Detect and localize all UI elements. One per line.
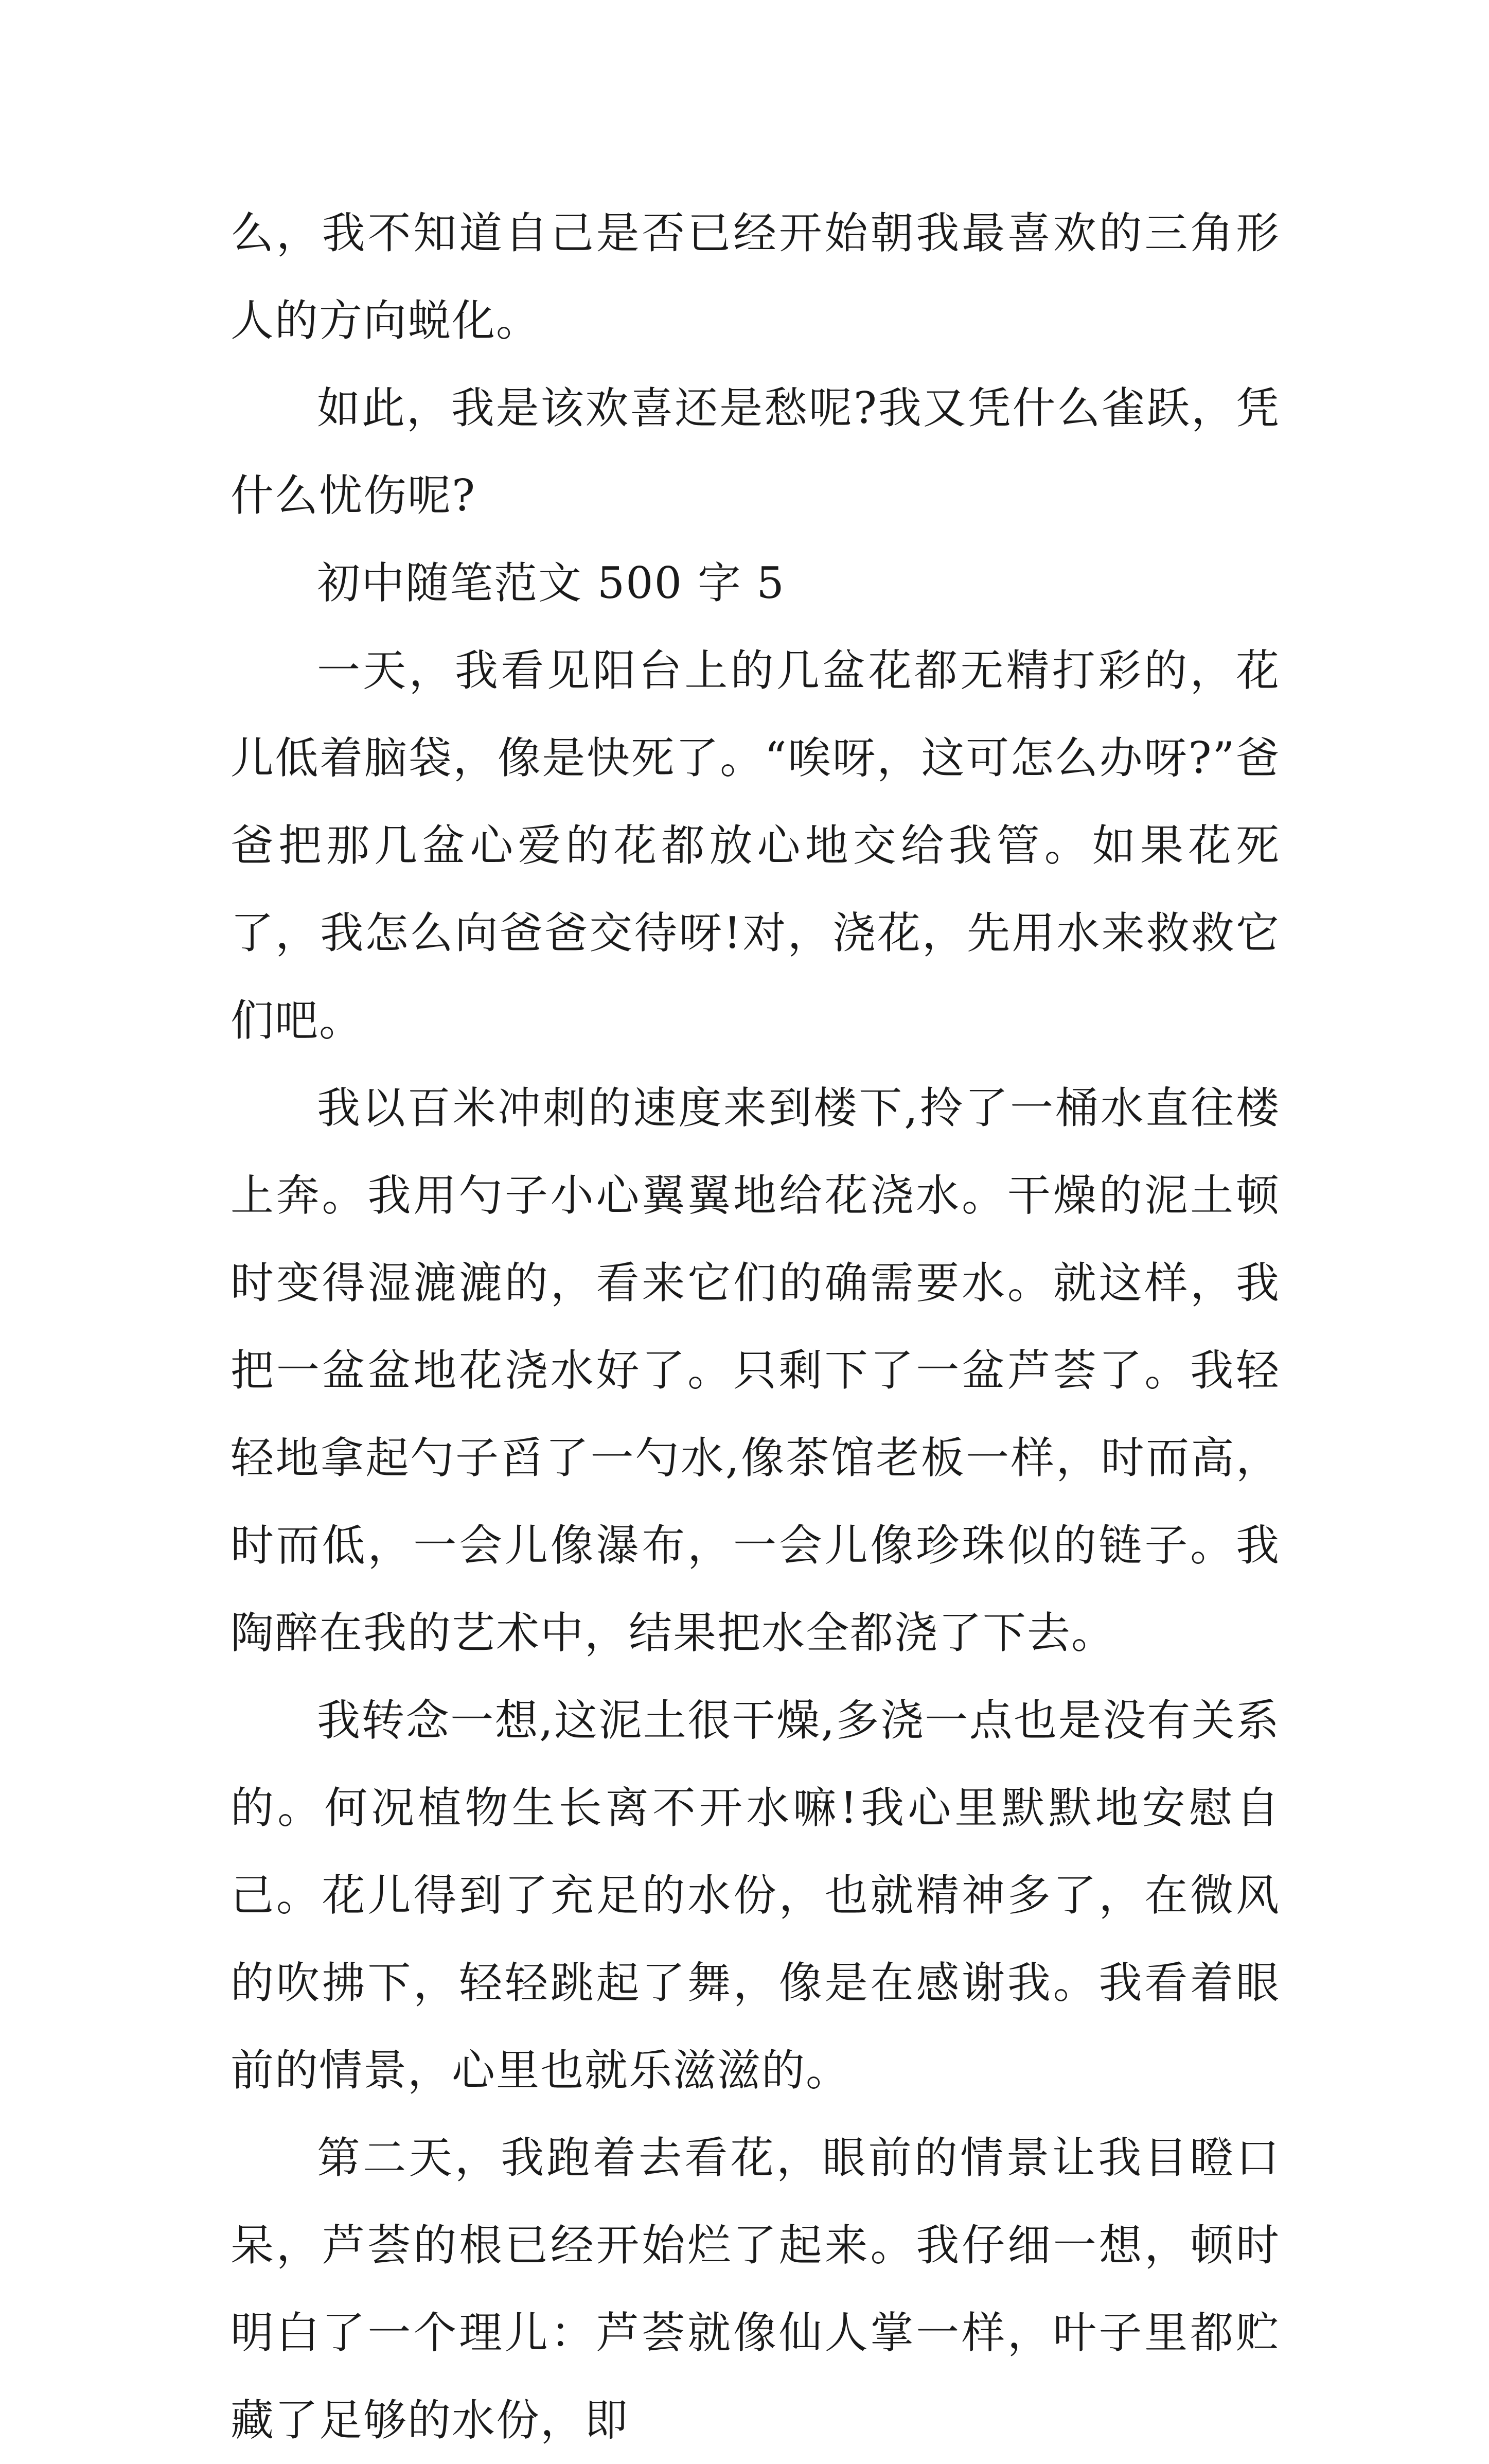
paragraph: 一天，我看见阳台上的几盆花都无精打彩的，花儿低着脑袋，像是快死了。“唉呀，这可怎么办呀?”爸爸把那几盆心爱的花都放心地交给我管。如果花死了，我怎么向爸爸交待呀!对，浇花，先用水来救救它们吧。 (231, 645, 1280, 1046)
paragraph-continuation: 么，我不知道自己是否已经开始朝我最喜欢的三角形人的方向蜕化。 (231, 208, 1280, 346)
section-heading: 初中随笔范文 500 字 5 (317, 558, 785, 608)
paragraph: 如此，我是该欢喜还是愁呢?我又凭什么雀跃，凭什么忧伤呢? (231, 383, 1280, 521)
paragraph: 我以百米冲刺的速度来到楼下,拎了一桶水直往楼上奔。我用勺子小心翼翼地给花浇水。干燥的泥土顿时变得湿漉漉的，看来它们的确需要水。就这样，我把一盆盆地花浇水好了。只剩下了一盆芦荟了。我轻轻地拿起勺子舀了一勺水,像茶馆老板一样，时而高，时而低，一会儿像瀑布，一会儿像珍珠似的链子。我陶醉在我的艺术中，结果把水全都浇了下去。 (231, 1083, 1280, 1658)
paragraph: 第二天，我跑着去看花，眼前的情景让我目瞪口呆，芦荟的根已经开始烂了起来。我仔细一想，顿时明白了一个理儿：芦荟就像仙人掌一样，叶子里都贮藏了足够的水份，即 (231, 2133, 1280, 2445)
body-text (231, 189, 1280, 2464)
paragraph: 我转念一想,这泥土很干燥,多浇一点也是没有关系的。何况植物生长离不开水嘛!我心里默默地安慰自己。花儿得到了充足的水份，也就精神多了，在微风的吹拂下，轻轻跳起了舞，像是在感谢我。我看着眼前的情景，心里也就乐滋滋的。 (231, 1695, 1280, 2096)
